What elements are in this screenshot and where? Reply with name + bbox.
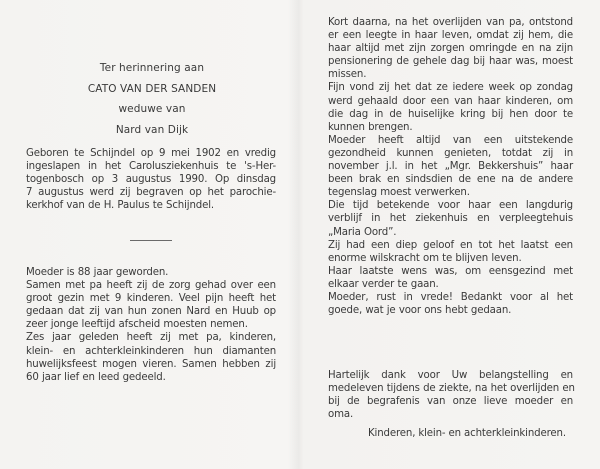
- paragraph-line: november j.l. in het „Mgr. Bekkershuis” haar: [328, 161, 573, 173]
- paragraph-line: kerkhof van de H. Paulus te Schijndel.: [26, 200, 214, 212]
- paragraph-line: gezondheid kunnen genieten, totdat zij in: [328, 147, 573, 159]
- paragraph-line: Kort daarna, na het overlijden van pa, ontstond: [328, 17, 573, 28]
- paragraph-line: medeleven tijdens de ziekte, na het overlijden en: [328, 383, 575, 395]
- header-intro: Ter herinnering aan: [99, 62, 205, 74]
- paragraph-line: die dag in de huiselijke kring bij hen door te: [328, 108, 573, 120]
- paragraph-line: Haar laatste wens was, om eensgezind met: [328, 265, 573, 277]
- paragraph-line: Fijn vond zij het dat ze iedere week op zondag: [328, 82, 573, 94]
- paragraph-line: Die tijd betekende voor haar een langdurig: [328, 200, 573, 212]
- paragraph-line: Samen met pa heeft zij de zorg gehad over een: [26, 280, 276, 292]
- paragraph-line: Geboren te Schijndel op 9 mei 1902 en vredig: [26, 148, 276, 159]
- paragraph-line: enorme wilskracht om te blijven leven.: [328, 252, 522, 264]
- birth-death-paragraph: [26, 147, 276, 212]
- paragraph-line: klein- en achterkleinkinderen hun diamanten: [26, 345, 276, 357]
- paragraph-line: bij de begrafenis van onze lieve moeder en: [328, 396, 573, 408]
- paragraph-line: been brak en sindsdien de ene na de andere: [328, 174, 573, 186]
- paragraph-line: zeer jonge leeftijd afscheid moesten nemen.: [26, 319, 248, 331]
- paragraph-line: togenbosch op 3 augustus 1990. Op dinsdag: [26, 174, 276, 186]
- paragraph-line: ingeslapen in het Carolusziekenhuis te 's-Her-: [26, 161, 276, 173]
- relation-text: weduwe van: [118, 103, 186, 116]
- paragraph-line: Moeder heeft altijd van een uitstekende: [328, 134, 573, 146]
- paragraph-line: 7 augustus werd zij begraven op het parochie-: [26, 187, 276, 199]
- paragraph-line: missen.: [328, 69, 367, 81]
- paragraph-line: elkaar verder te gaan.: [328, 278, 439, 290]
- paragraph-line: „Maria Oord”.: [328, 226, 397, 238]
- paragraph-line: Moeder, rust in vrede! Bedankt voor al het: [328, 291, 573, 303]
- paragraph-line: oma.: [328, 409, 354, 421]
- thanks-paragraph: [328, 369, 573, 421]
- paragraph-line: haar altijd met zijn zorgen omringde en na zijn: [328, 43, 573, 55]
- paragraph-line: werd gehaald door een van haar kinderen, om: [328, 95, 573, 107]
- paragraph-line: groot gezin met 9 kinderen. Veel pijn heeft het: [26, 293, 276, 305]
- paragraph-line: kunnen brengen.: [328, 121, 413, 133]
- paragraph-line: verblijf in het ziekenhuis en verpleegtehuis: [328, 213, 573, 225]
- right-page: [300, 0, 600, 469]
- paragraph-line: Zes jaar geleden heeft zij met pa, kinderen,: [26, 332, 276, 344]
- memorial-header: [24, 58, 280, 140]
- deceased-name: CATO VAN DER SANDEN: [87, 82, 217, 95]
- life-paragraph: [26, 266, 276, 384]
- family-signature: Kinderen, klein- en achterkleinkinderen.: [368, 428, 566, 439]
- paragraph-line: gedaan dat zij van hun zonen Nard en Huub op: [26, 306, 276, 318]
- paragraph-line: pensionering de gehele dag bij haar was, moest: [328, 56, 573, 68]
- paragraph-line: er een leegte in haar leven, omdat zij hem, die: [328, 30, 573, 42]
- spouse-name: Nard van Dijk: [115, 123, 189, 136]
- paragraph-line: tegenslag moest verwerken.: [328, 187, 470, 199]
- paragraph-line: Hartelijk dank voor Uw belangstelling en: [328, 370, 573, 381]
- paragraph-line: Zij had een diep geloof en tot het laatst een: [328, 239, 573, 251]
- memories-paragraph: [328, 16, 573, 317]
- paragraph-line: 60 jaar lief en leed gedeeld.: [26, 371, 166, 383]
- section-divider: [130, 240, 172, 241]
- paragraph-line: huwelijksfeest mogen vieren. Samen hebben zij: [26, 358, 276, 370]
- paragraph-line: goede, wat je voor ons hebt gedaan.: [328, 305, 512, 317]
- paragraph-line: Moeder is 88 jaar geworden.: [26, 267, 169, 278]
